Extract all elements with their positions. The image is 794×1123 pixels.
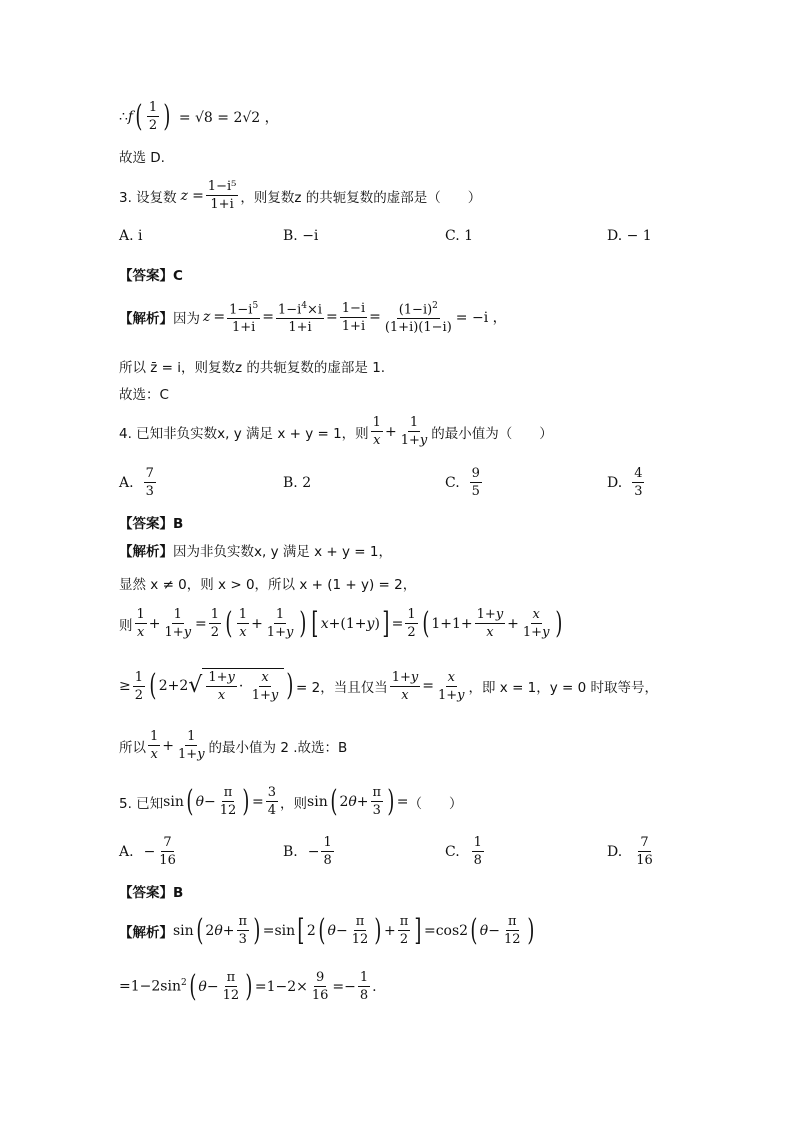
q4-stem: 4. 已知非负实数x, y 满足 x + y = 1，则 $\frac{1}{x}$ + $\frac{1}{1+y}$ 的最小值为（ ） bbox=[119, 415, 553, 448]
q5-option-d: D. $\frac{7}{16}$ bbox=[607, 835, 653, 868]
q4-explanation-line4: ≥ $\frac{1}{2}$ ( 2+2 √ $\frac{1+y}{x}$ · $\frac{x}{1+y}$ ) = 2，当且仅当 $\frac{1+y}{x}$ = $\frac{x}{1+y}$ ，即 x = 1，y = 0 时取等号， bbox=[119, 668, 659, 703]
q5-stem: 5. 已知 sin ( θ − $\frac{\pi}{12}$ ) = $\frac{3}{4}$ ，则 sin ( 2 θ + $\frac{\pi}{3}$ ) = （ ） bbox=[119, 783, 463, 819]
q4-explanation-line2: 显然 x ≠ 0，则 x > 0，所以 x + (1 + y) = 2， bbox=[119, 577, 417, 593]
q3-explanation-line1: 【解析】 因为 z = $\frac{1-i^5}{1+i}$ = $\frac{1-i^4\times i}{1+i}$ = $\frac{1-i}{1+i}$ = $\frac{(1-i)^2}{(1+i)(1-i)}$ = −i ， bbox=[119, 298, 507, 336]
q3-option-c: C. 1 bbox=[445, 228, 474, 244]
q4-answer: 【答案】B bbox=[119, 516, 184, 532]
intro-choose-line: 故选 D. bbox=[119, 150, 165, 166]
q5-explanation-line1: 【解析】 sin ( 2 θ + $\frac{\pi}{3}$ ) =sin [ 2 ( θ − $\frac{\pi}{12}$ ) + $\frac{\pi}{2}$ ] =cos2 ( θ − $\frac{\pi}{12}$ ) bbox=[119, 912, 534, 948]
therefore-symbol: ∴ bbox=[119, 108, 128, 125]
q4-explanation-line5: 所以 $\frac{1}{x}$ + $\frac{1}{1+y}$ 的最小值为 2 .故选：B bbox=[119, 729, 348, 762]
q3-answer: 【答案】C bbox=[119, 268, 183, 284]
fraction: $\frac{1}{1+y}$ bbox=[400, 415, 428, 448]
q5-option-c: C. $\frac{1}{8}$ bbox=[445, 835, 482, 868]
q5-option-a: A. − $\frac{7}{16}$ bbox=[119, 835, 176, 868]
q4-option-c: C. $\frac{9}{5}$ bbox=[445, 466, 480, 499]
q4-option-b: B. 2 bbox=[283, 475, 312, 491]
q5-option-b: B. − $\frac{1}{8}$ bbox=[283, 835, 332, 868]
q5-answer: 【答案】B bbox=[119, 885, 184, 901]
fraction: $\frac{1}{2}$ bbox=[148, 100, 158, 133]
fraction: $\frac{1-i^5}{1+i}$ bbox=[227, 298, 260, 336]
q3-explanation-line3: 故选：C bbox=[119, 387, 169, 403]
q5-explanation-line2: $=1-2\sin^2$ ( θ − $\frac{\pi}{12}$ ) =1−2× $\frac{9}{16}$ =− $\frac{1}{8}$ . bbox=[119, 968, 377, 1004]
fraction: $\frac{1}{x}$ bbox=[372, 415, 381, 448]
q4-option-d: D. $\frac{4}{3}$ bbox=[607, 466, 643, 499]
q4-explanation-line3: 则 $\frac{1}{x}$ + $\frac{1}{1+y}$ = $\frac{1}{2}$ ( $\frac{1}{x}$ + $\frac{1}{1+y}$ ) [ x +(1+ y ) ] = $\frac{1}{2}$ ( 1+1+ $\frac{1+y}{x}$ + $\frac{x}{1+y}$ ) bbox=[119, 605, 563, 641]
q4-explanation-line1: 【解析】 因为非负实数x, y 满足 x + y = 1， bbox=[119, 544, 392, 560]
q4-option-a: A. $\frac{7}{3}$ bbox=[119, 466, 154, 499]
q3-option-a: A. i bbox=[119, 228, 143, 244]
q3-stem: 3. 设复数 z = $\frac{\text{1−i⁵}}{1+i}$ ，则复数z 的共轭复数的虚部是（ ） bbox=[119, 179, 482, 212]
q3-explanation-line2: 所以 z̄ = i，则复数z 的共轭复数的虚部是 1. bbox=[119, 360, 386, 376]
fraction: $\frac{1-i}{1+i}$ bbox=[341, 300, 366, 334]
q3-option-d: D. − 1 bbox=[607, 228, 652, 244]
intro-result-line: ∴ f ( $\frac{1}{2}$ ) = √8 = 2√2 ， bbox=[119, 98, 279, 134]
q3-option-b: B. −i bbox=[283, 228, 319, 244]
fraction: $\frac{\text{1−i⁵}}{1+i}$ bbox=[207, 179, 237, 212]
fraction: $\frac{1-i^4\times i}{1+i}$ bbox=[276, 298, 324, 336]
result-text: = √8 = 2√2 ， bbox=[178, 109, 279, 126]
fraction: $\frac{(1-i)^2}{(1+i)(1-i)}$ bbox=[383, 298, 454, 336]
